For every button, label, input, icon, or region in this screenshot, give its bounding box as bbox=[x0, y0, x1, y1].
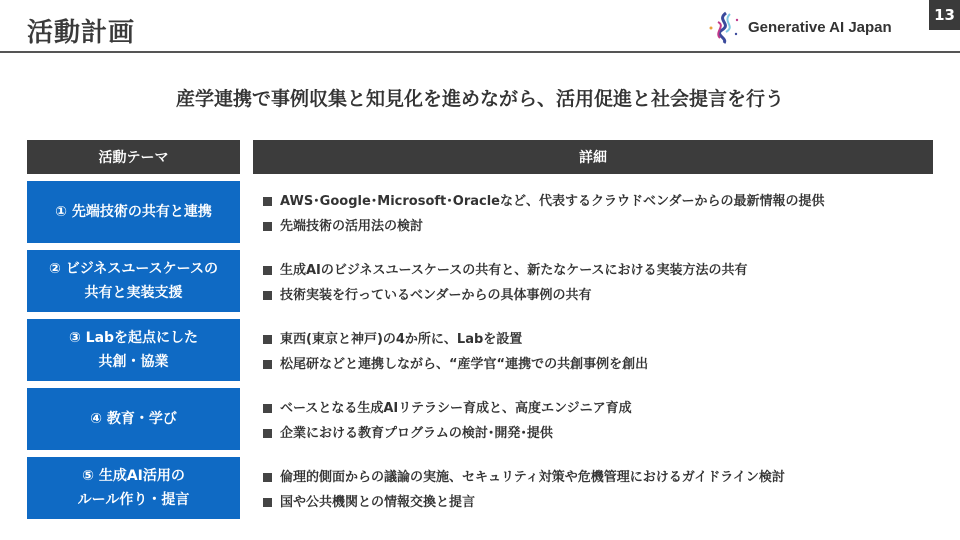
bullet-square-icon bbox=[263, 360, 272, 369]
headline: 産学連携で事例収集と知見化を進めながら、活用促進と社会提言を行う bbox=[175, 88, 784, 110]
logo-icon bbox=[706, 10, 742, 44]
detail-item bbox=[263, 465, 785, 490]
bullet-square-icon bbox=[263, 222, 272, 231]
column-header-theme: 活動テーマ bbox=[27, 140, 240, 174]
detail-text: 東西(東京と神戸)の4か所に、Labを設置 bbox=[280, 331, 523, 347]
header-divider bbox=[0, 51, 960, 53]
theme-cell: ⑤ 生成AI活用の ルール作り・提言 bbox=[27, 457, 240, 519]
bullet-square-icon bbox=[263, 335, 272, 344]
bullet-square-icon bbox=[263, 266, 272, 275]
bullet-square-icon bbox=[263, 473, 272, 482]
detail-text: AWS･Google･Microsoft･Oracleなど、代表するクラウドベンダーからの最新情報の提供 bbox=[280, 193, 825, 209]
table-row bbox=[27, 250, 940, 312]
bullet-square-icon bbox=[263, 498, 272, 507]
detail-item bbox=[263, 352, 648, 377]
logo bbox=[706, 10, 892, 44]
detail-text: 生成AIのビジネスユースケースの共有と、新たなケースにおける実装方法の共有 bbox=[280, 262, 748, 278]
bullet-square-icon bbox=[263, 429, 272, 438]
details-list bbox=[263, 258, 748, 308]
theme-cell: ④ 教育・学び bbox=[27, 388, 240, 450]
detail-item bbox=[263, 327, 648, 352]
table-row bbox=[27, 457, 940, 519]
column-header-details: 詳細 bbox=[253, 140, 933, 174]
bullet-square-icon bbox=[263, 291, 272, 300]
detail-item bbox=[263, 258, 748, 283]
theme-cell: ② ビジネスユースケースの 共有と実装支援 bbox=[27, 250, 240, 312]
page-title: 活動計画 bbox=[27, 18, 136, 48]
detail-item bbox=[263, 283, 748, 308]
detail-text: 企業における教育プログラムの検討･開発･提供 bbox=[280, 425, 553, 441]
theme-cell: ③ Labを起点にした 共創・協業 bbox=[27, 319, 240, 381]
details-list bbox=[263, 189, 824, 239]
logo-text: Generative AI Japan bbox=[748, 18, 892, 36]
table-row bbox=[27, 388, 940, 450]
detail-item bbox=[263, 490, 785, 515]
details-list bbox=[263, 327, 648, 377]
page-number: 13 bbox=[929, 0, 960, 30]
detail-item bbox=[263, 214, 824, 239]
detail-text: 国や公共機関との情報交換と提言 bbox=[280, 494, 476, 510]
table-row bbox=[27, 181, 940, 243]
table-row bbox=[27, 319, 940, 381]
details-list bbox=[263, 465, 785, 515]
detail-item bbox=[263, 396, 632, 421]
detail-item bbox=[263, 421, 632, 446]
theme-cell: ① 先端技術の共有と連携 bbox=[27, 181, 240, 243]
detail-text: 先端技術の活用法の検討 bbox=[280, 218, 424, 234]
detail-text: 倫理的側面からの議論の実施、セキュリティ対策や危機管理におけるガイドライン検討 bbox=[280, 469, 785, 485]
bullet-square-icon bbox=[263, 197, 272, 206]
bullet-square-icon bbox=[263, 404, 272, 413]
detail-text: 技術実装を行っているベンダーからの具体事例の共有 bbox=[280, 287, 592, 303]
details-list bbox=[263, 396, 632, 446]
detail-item bbox=[263, 189, 824, 214]
detail-text: ベースとなる生成AIリテラシー育成と、高度エンジニア育成 bbox=[280, 400, 632, 416]
detail-text: 松尾研などと連携しながら、“産学官“連携での共創事例を創出 bbox=[280, 356, 649, 372]
